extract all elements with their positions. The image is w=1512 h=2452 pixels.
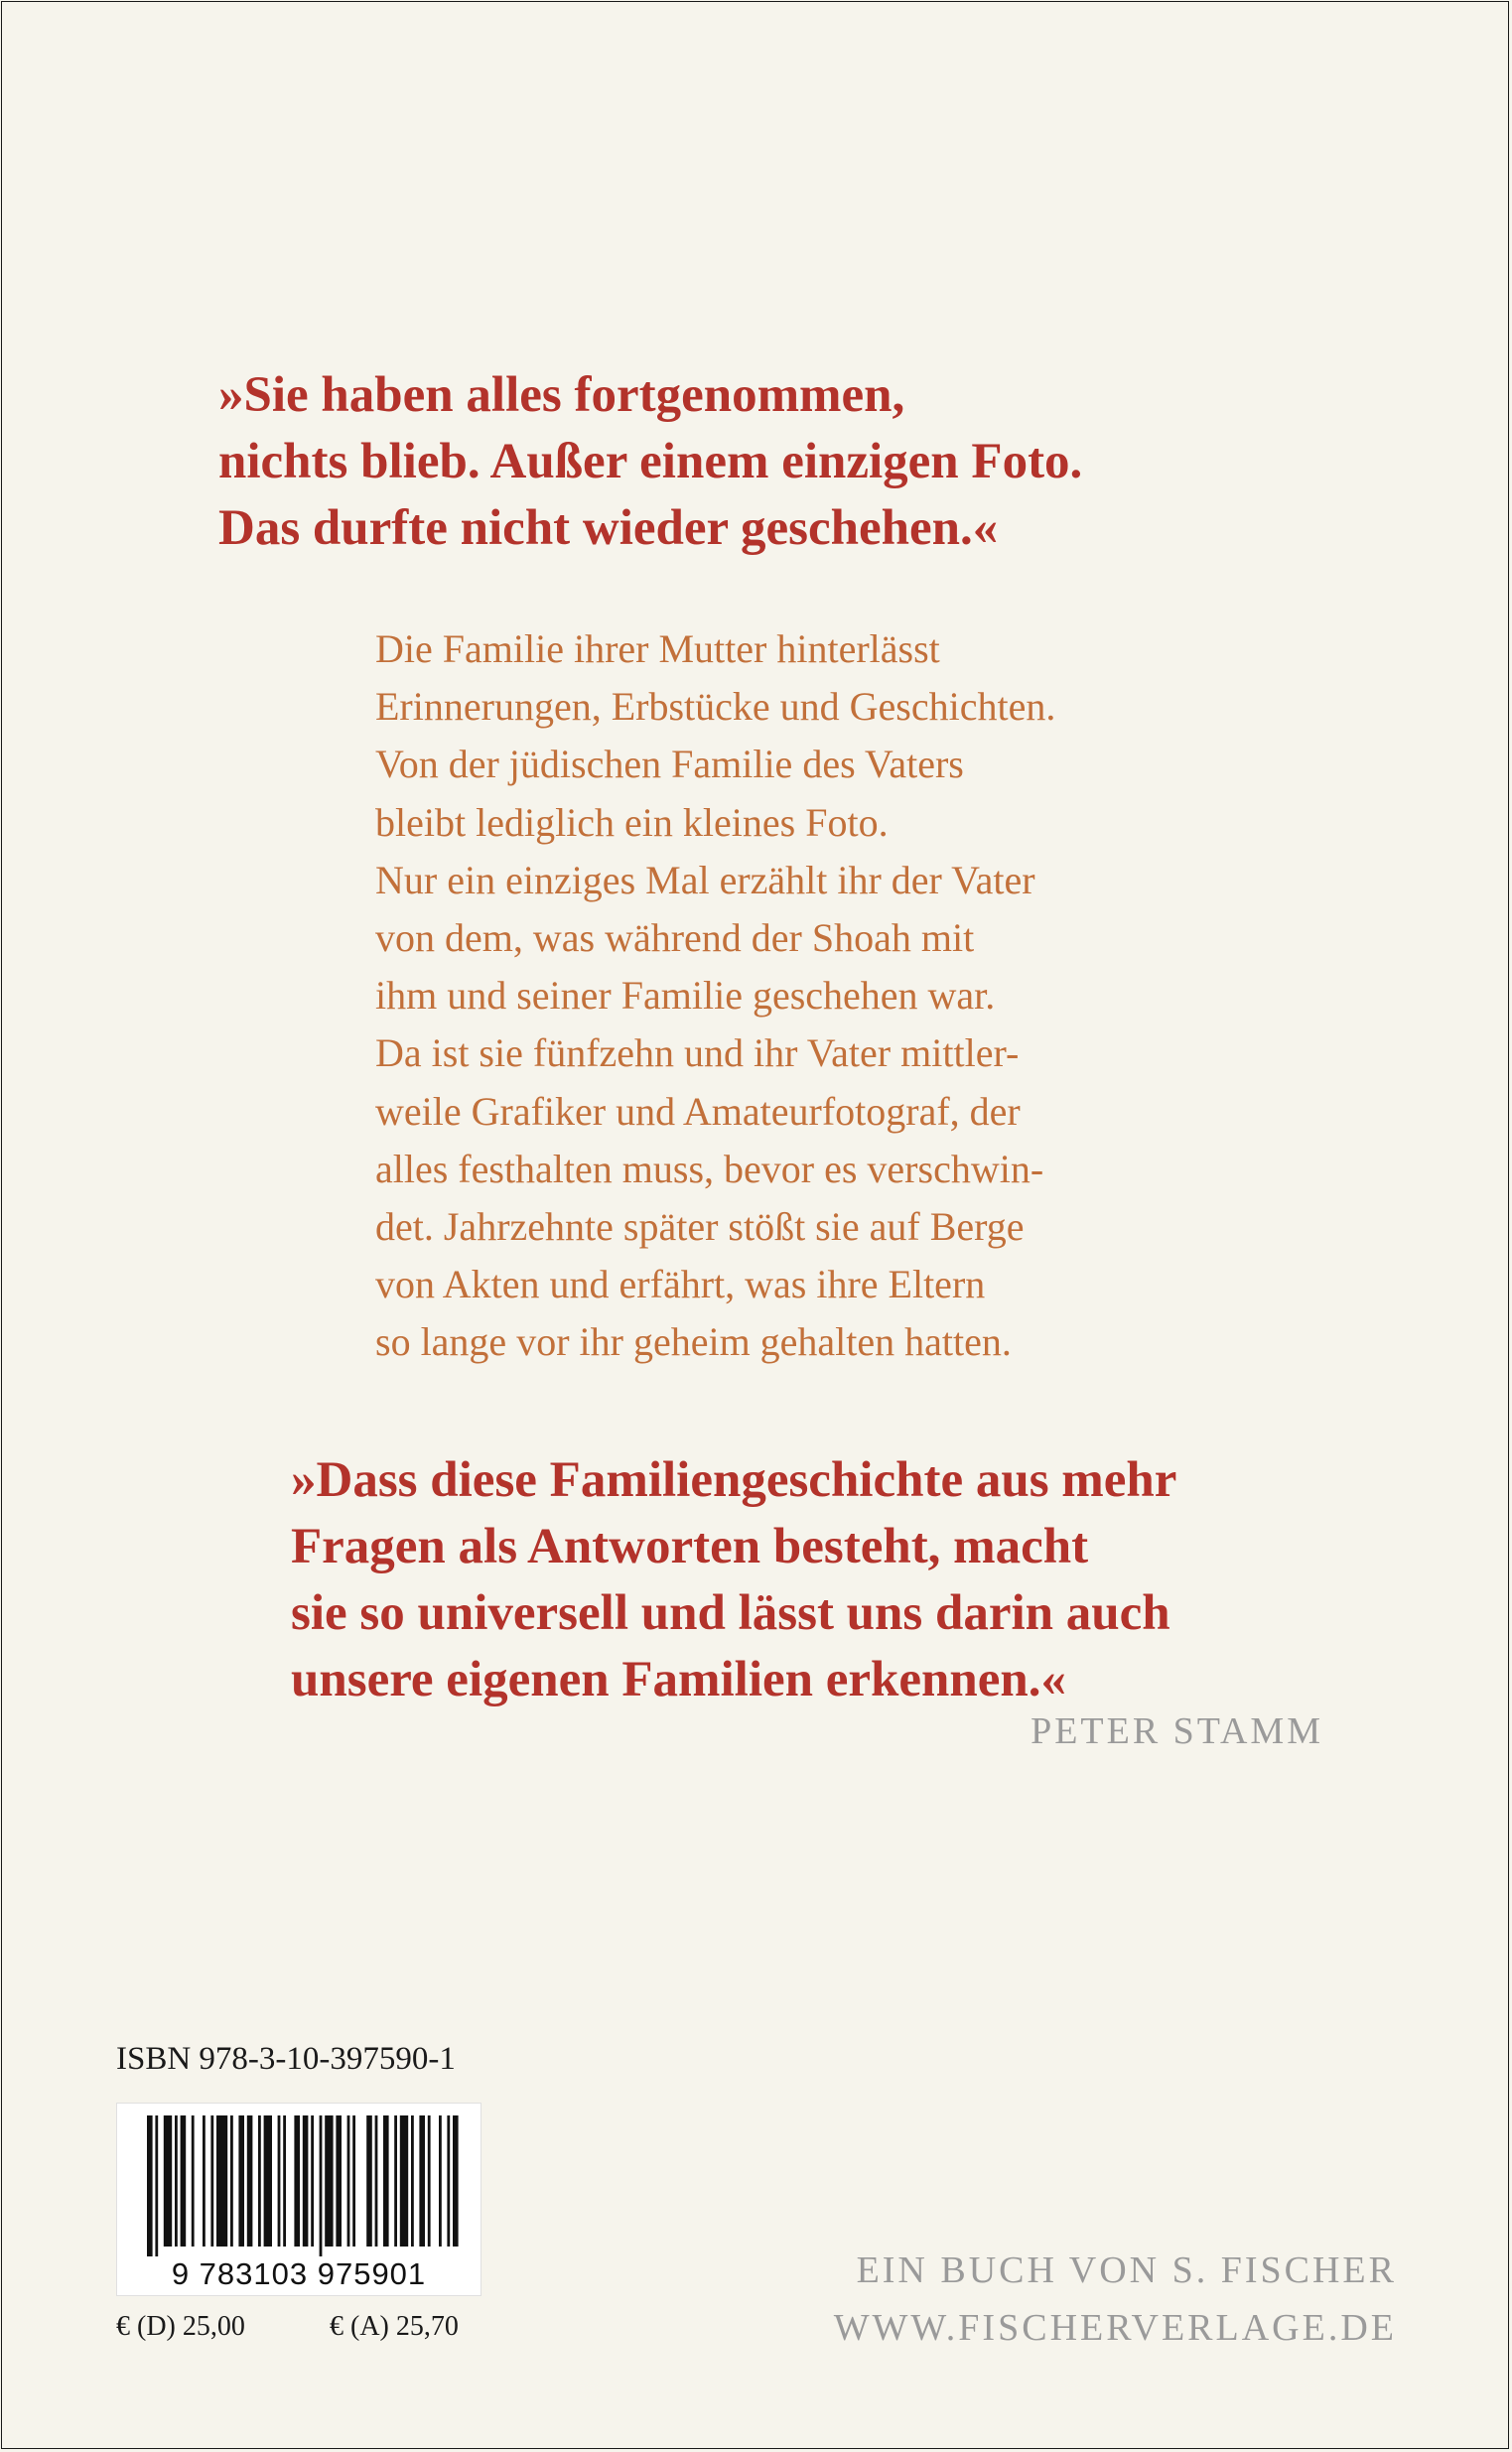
barcode-bar xyxy=(419,2115,425,2247)
barcode-bar xyxy=(400,2115,408,2247)
barcode-bar xyxy=(428,2115,431,2247)
blurb-line: bleibt lediglich ein kleines Foto. xyxy=(375,799,889,845)
publisher-info xyxy=(834,2242,1397,2357)
barcode-bar xyxy=(264,2115,272,2247)
barcode-bar xyxy=(320,2115,323,2256)
barcode-bar xyxy=(247,2115,253,2247)
blurb-text xyxy=(375,620,1368,1372)
barcode-bar xyxy=(453,2115,459,2247)
blurb-line: Die Familie ihrer Mutter hinterlässt xyxy=(375,626,940,671)
barcode-graphic xyxy=(117,2104,481,2295)
review-quote xyxy=(291,1447,1433,1713)
review-quote-line: sie so universell und lässt uns darin auch xyxy=(291,1585,1170,1641)
barcode-bar xyxy=(258,2115,261,2247)
barcode-bar xyxy=(366,2115,372,2247)
blurb-line: det. Jahrzehnte später stößt sie auf Berge xyxy=(375,1204,1025,1250)
barcode-bar xyxy=(155,2115,158,2256)
blurb-line: weile Grafiker und Amateurfotograf, der xyxy=(375,1088,1021,1134)
review-quote-line: Fragen als Antworten besteht, macht xyxy=(291,1519,1089,1574)
review-quote-line: »Dass diese Familiengeschichte aus mehr xyxy=(291,1452,1177,1508)
quote-attribution: PETER STAMM xyxy=(1031,1710,1323,1752)
top-quote-line: Das durfte nicht wieder geschehen.« xyxy=(218,500,999,556)
barcode-bar xyxy=(325,2115,333,2247)
barcode-bar xyxy=(203,2115,206,2247)
barcode-bar xyxy=(347,2115,350,2247)
blurb-line: ihm und seiner Familie geschehen war. xyxy=(375,973,996,1019)
blurb-line: Von der jüdischen Familie des Vaters xyxy=(375,742,964,787)
barcode-bar xyxy=(394,2115,397,2247)
barcode-bar xyxy=(283,2115,286,2247)
barcode-bar xyxy=(216,2115,227,2247)
barcode-bar xyxy=(192,2115,195,2247)
barcode-bar xyxy=(311,2115,314,2247)
blurb-line: Erinnerungen, Erbstücke und Geschichten. xyxy=(375,684,1056,730)
barcode-bar xyxy=(303,2115,309,2247)
barcode xyxy=(116,2103,481,2296)
top-quote-line: nichts blieb. Außer einem einzigen Foto. xyxy=(218,434,1083,489)
review-quote-line: unsere eigenen Familien erkennen.« xyxy=(291,1652,1067,1707)
barcode-bar xyxy=(238,2115,244,2247)
barcode-bar xyxy=(439,2115,442,2247)
top-quote xyxy=(218,362,1360,562)
barcode-bar xyxy=(210,2115,213,2247)
barcode-bar xyxy=(164,2115,172,2247)
barcode-bar xyxy=(411,2115,414,2247)
barcode-bar xyxy=(447,2115,450,2247)
barcode-bar xyxy=(352,2115,355,2247)
barcode-bar xyxy=(383,2115,389,2247)
barcode-bar xyxy=(294,2115,300,2247)
barcode-bar xyxy=(278,2115,281,2247)
top-quote-line: »Sie haben alles fortgenommen, xyxy=(218,367,905,423)
barcode-bar xyxy=(147,2115,153,2256)
blurb-line: Nur ein einziges Mal erzählt ihr der Vater xyxy=(375,857,1035,902)
barcode-digits: 9 783103 975901 xyxy=(171,2256,427,2291)
blurb-line: so lange vor ihr geheim gehalten hatten. xyxy=(375,1319,1012,1365)
blurb-line: von dem, was während der Shoah mit xyxy=(375,915,975,961)
barcode-bars xyxy=(147,2115,459,2256)
publisher-line: EIN BUCH VON S. FISCHER xyxy=(856,2249,1397,2291)
barcode-bar xyxy=(336,2115,342,2247)
isbn-label: ISBN 978-3-10-397590-1 xyxy=(116,2041,456,2077)
barcode-bar xyxy=(181,2115,187,2247)
barcode-bar xyxy=(175,2115,178,2247)
blurb-line: alles festhalten muss, bevor es verschwin- xyxy=(375,1146,1044,1191)
price-austria: € (A) 25,70 xyxy=(330,2311,459,2342)
barcode-bar xyxy=(375,2115,378,2247)
publisher-website: WWW.FISCHERVERLAGE.DE xyxy=(833,2307,1397,2349)
price-germany: € (D) 25,00 xyxy=(116,2311,245,2342)
blurb-line: von Akten und erfährt, was ihre Eltern xyxy=(375,1262,986,1307)
barcode-bar xyxy=(230,2115,233,2247)
blurb-line: Da ist sie fünfzehn und ihr Vater mittler- xyxy=(375,1030,1020,1076)
